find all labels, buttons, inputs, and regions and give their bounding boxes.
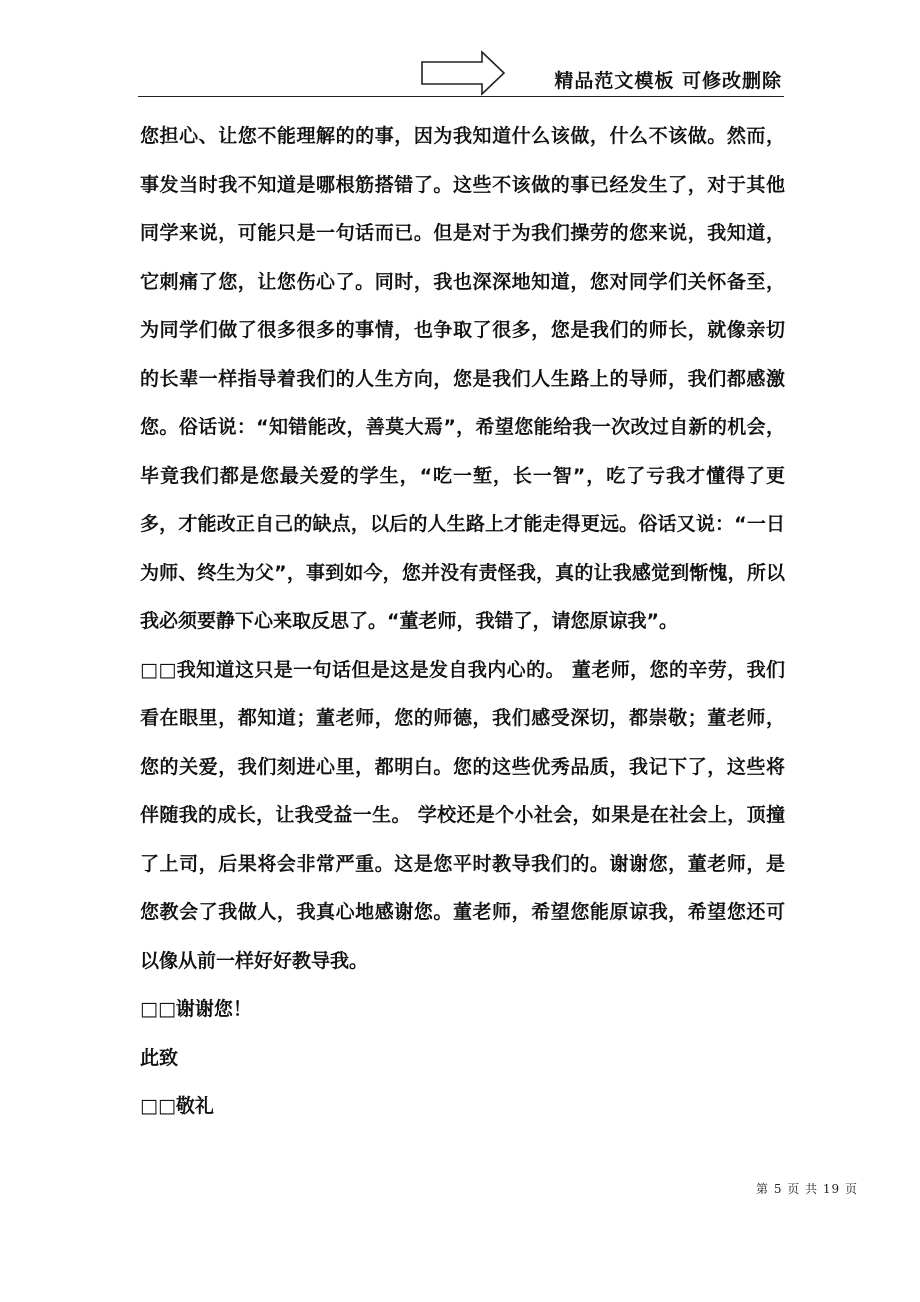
salute-line: □□敬礼 — [140, 1095, 214, 1117]
header-divider — [138, 96, 784, 97]
arrow-right-icon — [420, 50, 506, 96]
closing-line: 此致 — [140, 1046, 179, 1069]
body-paragraph-1: 您担心、让您不能理解的的事，因为我知道什么该做，什么不该做。然而，事发当时我不知道是哪根筋搭错了。这些不该做的事已经发生了，对于其他同学来说，可能只是一句话而已。但是对于为我们操劳的您来说，我知道，它刺痛了您，让您伤心了。同时，我也深深地知道，您对同学们关怀备至，为同学们做了很多很多的事情，也争取了很多，您是我们的师长，就像亲切的长辈一样指导着我们的人生方向，您是我们人生路上的导师，我们都感激您。俗话说：“知错能改，善莫大焉”，希望您能给我一次改过自新的机会，毕竟我们都是您最关爱的学生，“吃一堑，长一智”，吃了亏我才懂得了更多，才能改正自己的缺点，以后的人生路上才能走得更远。俗话又说：“一日为师、终生为父”，事到如今，您并没有责怪我，真的让我感觉到惭愧，所以我必须要静下心来取反思了。“董老师，我错了，请您原谅我”。 — [140, 125, 785, 632]
page-number: 第 5 页 共 19 页 — [756, 1182, 858, 1196]
page-header — [0, 0, 920, 100]
document-body — [140, 112, 785, 1131]
body-paragraph-2: □□我知道这只是一句话但是这是发自我内心的。 董老师，您的辛劳，我们看在眼里，都知道；董老师，您的师德，我们感受深切，都崇敬；董老师，您的关爱，我们刻进心里，都明白。您的这些优秀品质，我记下了，这些将伴随我的成长，让我受益一生。 学校还是个小社会，如果是在社会上，顶撞了上司，后果将会非常严重。这是您平时教导我们的。谢谢您，董老师，是您教会了我做人，我真心地感谢您。董老师，希望您能原谅我，希望您还可以像从前一样好好教导我。 — [140, 658, 785, 972]
thanks-line: □□谢谢您！ — [140, 998, 252, 1020]
header-title: 精品范文模板 可修改删除 — [554, 70, 782, 92]
